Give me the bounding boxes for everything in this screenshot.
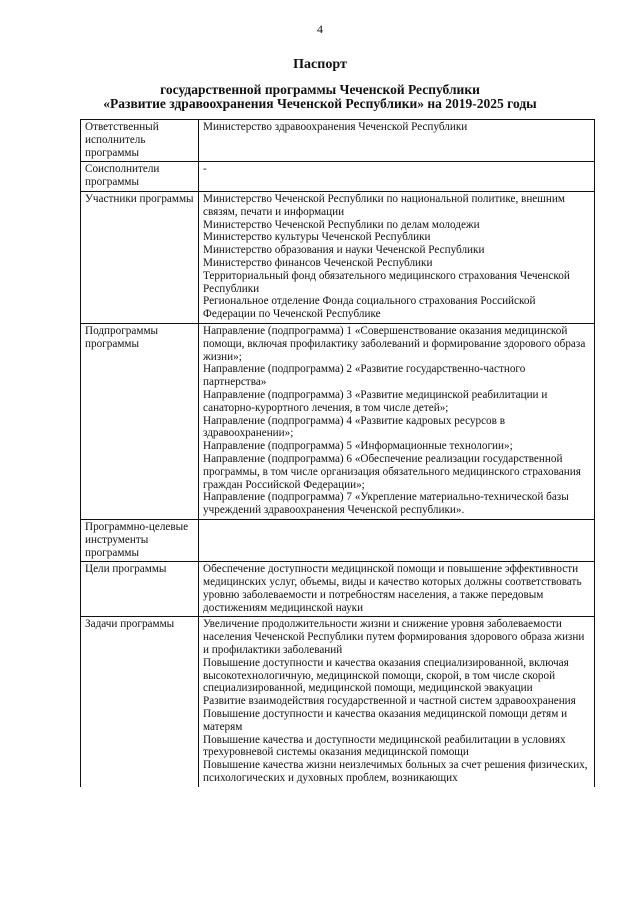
row-content	[199, 120, 595, 162]
program-subtitle-line1: государственной программы Чеченской Республики	[160, 82, 480, 97]
row-label: Соисполнители программы	[81, 162, 199, 192]
content-line: -	[203, 163, 207, 176]
content-line: Повышение качества и доступности медицинской реабилитации в условиях трехуровневой системы оказания медицинской помощи	[203, 733, 566, 759]
page-number: 4	[317, 22, 323, 36]
content-line: Министерство финансов Чеченской Республики	[203, 256, 433, 269]
content-line: Повышение доступности и качества оказания специализированной, включая высокотехнологичную, медицинской помощи, скорой, в том числе скорой специализированной, медицинской помощи, медицинской эвакуации	[203, 656, 569, 695]
row-content	[199, 323, 595, 519]
content-line: Повышение качества жизни неизлечимых больных за счет решения физических, психологических и духовных проблем, возникающих	[203, 759, 588, 785]
content-line: Направление (подпрограмма) 6 «Обеспечение реализации государственной программы, в том числе организация обязательного медицинского страхования граждан Российской Федерации»;	[203, 452, 581, 491]
content-line: Направление (подпрограмма) 3 «Развитие медицинской реабилитации и санаторно-курортного лечения, в том числе детей»;	[203, 388, 548, 414]
table-row	[81, 323, 595, 519]
table-row	[81, 562, 595, 617]
content-line: Направление (подпрограмма) 1 «Совершенствование оказания медицинской помощи, включая профилактику заболеваний и формирование здорового образа жизни»;	[203, 324, 586, 363]
content-line: Министерство Чеченской Республики по делам молодежи	[203, 218, 480, 231]
content-line: Министерство здравоохранения Чеченской Республики	[203, 121, 468, 133]
content-line: Министерство Чеченской Республики по национальной политике, внешним связям, печати и информации	[203, 192, 565, 218]
content-line: Направление (подпрограмма) 4 «Развитие кадровых ресурсов в здравоохранении»;	[203, 414, 505, 440]
row-label: Задачи программы	[81, 617, 199, 787]
program-subtitle-line2: «Развитие здравоохранения Чеченской Республики» на 2019-2025 годы	[103, 96, 537, 111]
content-line: Министерство культуры Чеченской Республики	[203, 231, 431, 244]
table-row	[81, 120, 595, 162]
passport-table	[80, 119, 595, 787]
content-line: Направление (подпрограмма) 5 «Информационные технологии»;	[203, 440, 513, 453]
row-content	[199, 519, 595, 561]
document-title	[0, 58, 640, 111]
table-row	[81, 191, 595, 323]
row-content	[199, 162, 595, 192]
content-line: Направление (подпрограмма) 7 «Укрепление материально-технической базы учреждений здравоохранения Чеченской республики».	[203, 491, 569, 517]
row-label: Программно-целевые инструменты программы	[81, 519, 199, 561]
content-line: Повышение доступности и качества оказания медицинской помощи детям и матерям	[203, 708, 568, 733]
content-line: Региональное отделение Фонда социального страхования Российской Федерации по Чеченской Республике	[203, 295, 536, 321]
row-label: Ответственный исполнитель программы	[81, 120, 199, 162]
row-label: Подпрограммы программы	[81, 323, 199, 519]
passport-title: Паспорт	[293, 57, 347, 72]
row-content	[199, 617, 595, 787]
table-row	[81, 519, 595, 561]
content-line: Территориальный фонд обязательного медицинского страхования Чеченской Республики	[203, 269, 570, 295]
row-label: Участники программы	[81, 191, 199, 323]
content-line: Обеспечение доступности медицинской помощи и повышение эффективности медицинских услуг, объемы, виды и качество которых должны соответствовать уровню заболеваемости и потребностям населения, а также передовым достижениям медицинской науки	[203, 563, 582, 614]
row-content	[199, 191, 595, 323]
table-row	[81, 162, 595, 192]
table-row	[81, 617, 595, 787]
content-line: Министерство образования и науки Чеченской Республики	[203, 244, 485, 257]
row-content	[199, 562, 595, 617]
content-line: Увеличение продолжительности жизни и снижение уровня заболеваемости населения Чеченской Республики путем формирования здорового образа жизни и профилактики заболеваний	[203, 618, 585, 657]
content-line: Развитие взаимодействия государственной и частной систем здравоохранения	[203, 695, 576, 708]
content-line: Направление (подпрограмма) 2 «Развитие государственно-частного партнерства»	[203, 363, 526, 389]
row-label: Цели программы	[81, 562, 199, 617]
